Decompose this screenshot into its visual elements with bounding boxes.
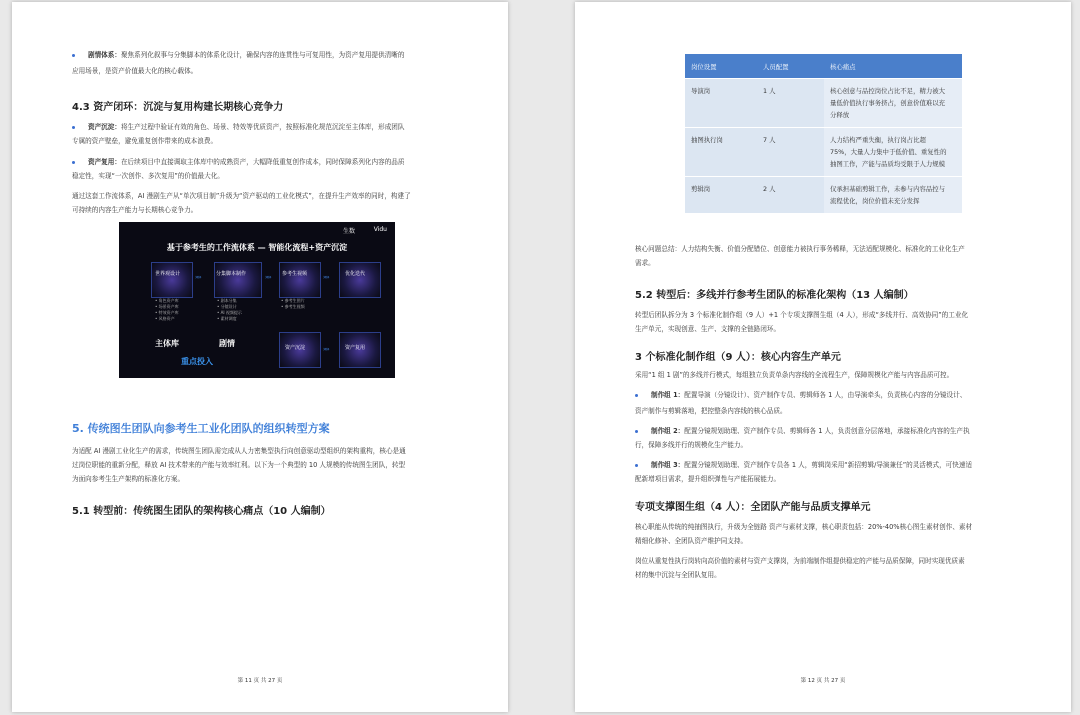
- bullet-continuation: 配新增项目需求，提升组织弹性与产能拓展能力。: [635, 475, 781, 483]
- pain-line: 核心创意与品控岗位占比不足，精力被大: [830, 87, 946, 95]
- bullet-group-1: [651, 388, 966, 402]
- sub-item: • 参考生视频: [281, 304, 305, 309]
- bullet-continuation: 行，保障多线并行的规模化生产能力。: [635, 441, 748, 449]
- bullet-text: 配置分镜规划助理、资产制作专员各 1 人，剪辑岗采用“新招剪辑/导演兼任”的灵活模式，可快速适: [684, 461, 973, 469]
- table-header-row: [685, 54, 962, 79]
- bullet-continuation: 稳定性，实现“一次创作、多次复用”的价值最大化。: [72, 172, 224, 180]
- bullet-dot: [72, 161, 75, 164]
- bullet-term: 制作组 3：: [651, 461, 685, 469]
- section-5-text: 为面向参考生生产架构的标准化方案。: [72, 475, 185, 483]
- pain-line: 75%，大量人力集中于低价值、重复性的: [830, 148, 947, 156]
- bullet-text: 配置导演（分镜设计）、资产制作专员、剪辑师各 1 人，由导演牵头，负责核心内容的分镜设计、: [684, 391, 967, 399]
- summary-line: 可持续的内容生产能力与长期核心竞争力。: [72, 206, 198, 214]
- table-cell-count: 7 人: [757, 128, 824, 177]
- bullet-dot: [72, 54, 75, 57]
- logo-vidu: Vidu: [373, 226, 387, 233]
- sub-item: • 分镜设计: [217, 304, 237, 309]
- summary-line: 通过这套工作流体系，AI 漫剧生产从“单次项目制”升级为“资产驱动的工业化模式”，在提升生产效率的同时，构建了: [72, 192, 411, 200]
- section-4-3-title: 4.3 资产闭环：沉淀与复用构建长期核心竞争力: [72, 102, 284, 113]
- table-row: [685, 128, 962, 177]
- table-cell-pain: [824, 128, 962, 177]
- table-cell-role: 剪辑岗: [685, 177, 757, 214]
- bullet-text: 在后续项目中直接调取主体库中的成熟资产，大幅降低重复创作成本，同时保障系列化内容的品质: [120, 158, 405, 166]
- role-pain-table: [685, 54, 962, 213]
- bullet-text: 将生产过程中验证有效的角色、场景、特效等优质资产，按照标准化规范沉淀至主体库，形成团队: [120, 123, 405, 131]
- document-page-12: [575, 2, 1071, 712]
- table-cell-pain: [824, 79, 962, 128]
- bullet-term: 制作组 2：: [651, 427, 685, 435]
- core-problem-text: 核心问题总结：人力结构失衡、价值分配错位、创意能力被执行事务稀释，无法适配规模化、标准化的工业化生产: [635, 245, 965, 253]
- section-5-text: 为适配 AI 漫剧工业化生产的需求，传统图生团队需完成从人力密集型执行向创意驱动型组织的架构重构，核心是通: [72, 447, 406, 455]
- group-3-intro: 采用“1 组 1 剧”的多线并行模式，每组独立负责单条内容线的全流程生产，保障规模化产能与内容品质可控。: [635, 371, 954, 379]
- table-header-cell: 人员配置: [757, 54, 824, 79]
- sub-item: • 剧本分集: [217, 298, 237, 303]
- bullet-dot: [635, 430, 638, 433]
- box-sub-list: [217, 298, 242, 322]
- sub-item: • 场景资产库: [155, 304, 179, 309]
- table-cell-count: 1 人: [757, 79, 824, 128]
- logo-shengshu: 生数: [342, 228, 355, 235]
- pain-line: 流程优化，岗位价值未充分发挥: [830, 197, 920, 205]
- bullet-dot: [635, 464, 638, 467]
- table-cell-role: 导演岗: [685, 79, 757, 128]
- table-header-cell: 岗位设置: [685, 54, 757, 79]
- box-label: 世界观设计: [155, 271, 181, 277]
- chevron-right-icon: ››››: [195, 274, 201, 281]
- table-cell-role: 抽图执行岗: [685, 128, 757, 177]
- pain-line: 仅承担基础剪辑工作，未参与内容品控与: [830, 185, 946, 193]
- section-5-2-title: 5.2 转型后：多线并行参考生团队的标准化架构（13 人编制）: [635, 290, 914, 301]
- box-label: 参考生视频: [282, 271, 308, 277]
- support-group-text: 材的集中沉淀与全团队复用。: [635, 571, 721, 579]
- chevron-right-icon: ››››: [323, 346, 329, 353]
- sub-item: • 素材调度: [217, 316, 237, 321]
- pain-line: 分释放: [830, 111, 850, 119]
- pain-line: 人力结构严重失衡，执行岗占比超: [830, 136, 926, 144]
- box-reference-video: [279, 262, 321, 298]
- box-sub-list: [281, 298, 305, 310]
- support-group-text: 岗位从重复性执行岗转向高价值的素材与资产支撑岗，为前端制作组提供稳定的产能与品质保障，同时实现优质素: [635, 557, 965, 565]
- pain-line: 抽图工作，产能与品质均受限于人力规模: [830, 160, 946, 168]
- workflow-diagram: [119, 222, 395, 378]
- box-label: 资产沉淀: [285, 345, 306, 351]
- sub-item: • AI 视频提示: [217, 310, 242, 315]
- bullet-dot: [72, 126, 75, 129]
- bullet-continuation: 专属的资产壁垒，避免重复创作带来的成本浪费。: [72, 137, 218, 145]
- label-main-library: 主体库: [155, 339, 179, 348]
- label-focus-investment: 重点投入: [181, 357, 213, 366]
- bullet-term: 资产复用：: [88, 158, 121, 166]
- group-3-title: 3 个标准化制作组（9 人）：核心内容生产单元: [635, 352, 841, 363]
- sub-item: • 参考生图片: [281, 298, 305, 303]
- section-5-text: 过岗位职能的重新分配，释放 AI 技术带来的产能与效率红利。以下为一个典型的 10 人规模的传统图生团队，转型: [72, 461, 406, 469]
- bullet-asset-reuse: [88, 155, 405, 169]
- bullet-text: 配置分镜规划助理、资产制作专员、剪辑师各 1 人，负责创意分层落地，承接标准化内容的生产执: [684, 427, 970, 435]
- core-problem-text: 需求。: [635, 259, 655, 267]
- bullet-group-2: [651, 424, 970, 438]
- chevron-right-icon: ››››: [323, 274, 329, 281]
- diagram-title: 基于参考生的工作流体系 — 智能化流程+资产沉淀: [166, 243, 348, 252]
- bullet-term: 制作组 1：: [651, 391, 685, 399]
- table-cell-count: 2 人: [757, 177, 824, 214]
- label-plot: 剧情: [219, 339, 235, 348]
- section-5-title: 5. 传统图生团队向参考生工业化团队的组织转型方案: [72, 422, 330, 435]
- support-group-text: 核心职能从传统的纯抽图执行，升级为全链路 资产与素材支撑，核心职责包括：20%-40%核心图生素材创作、素材: [635, 523, 973, 531]
- sub-item: • 角色资产库: [155, 298, 179, 303]
- box-label: 分集脚本制作: [216, 271, 247, 277]
- table-row: [685, 177, 962, 214]
- bullet-continuation: 资产制作与剪辑落地，把控整条内容线的核心品质。: [635, 407, 787, 415]
- section-5-2-text: 转型后团队拆分为 3 个标准化制作组（9 人）+1 个专项支撑图生组（4 人），形成“多线并行、高效协同”的工业化: [635, 311, 969, 319]
- support-group-text: 精细化修补、全团队资产维护同支持。: [635, 537, 748, 545]
- chevron-right-icon: ››››: [265, 274, 271, 281]
- box-sub-list: [155, 298, 179, 322]
- box-episode-script: [214, 262, 262, 298]
- box-label: 优化迭代: [345, 271, 366, 277]
- support-group-title: 专项支撑图生组（4 人）：全团队产能与品质支撑单元: [635, 502, 871, 513]
- table-cell-pain: [824, 177, 962, 214]
- table-header-cell: 核心痛点: [824, 54, 962, 79]
- bullet-plot-system: [88, 48, 468, 62]
- section-5-1-title: 5.1 转型前：传统图生团队的架构核心痛点（10 人编制）: [72, 506, 331, 517]
- bullet-text: 聚焦系列化叙事与分集脚本的体系化设计，确保内容的连贯性与可复用性，为资产复用提供清晰的: [120, 51, 405, 59]
- bullet-group-3: [651, 458, 972, 472]
- bullet-dot: [635, 394, 638, 397]
- box-world-design: [151, 262, 193, 298]
- pain-line: 量低价值执行事务挤占，创意价值难以充: [830, 99, 946, 107]
- document-page-11: [12, 2, 508, 712]
- sub-item: • 特效资产库: [155, 310, 179, 315]
- box-label: 资产复用: [345, 345, 366, 351]
- sub-item: • 风格资产: [155, 316, 175, 321]
- page-footer: 第 11 页 共 27 页: [237, 678, 283, 684]
- bullet-term: 资产沉淀：: [88, 123, 121, 131]
- bullet-term: 剧情体系：: [88, 51, 121, 59]
- section-5-2-text: 生产单元，实现创意、生产、支撑的全链路闭环。: [635, 325, 781, 333]
- bullet-asset-deposit: [88, 120, 405, 134]
- box-optimize-iterate: [339, 262, 381, 298]
- bullet-continuation: 应用场景，是资产价值最大化的核心载体。: [72, 67, 198, 75]
- page-footer: 第 12 页 共 27 页: [800, 678, 846, 684]
- table-row: [685, 79, 962, 128]
